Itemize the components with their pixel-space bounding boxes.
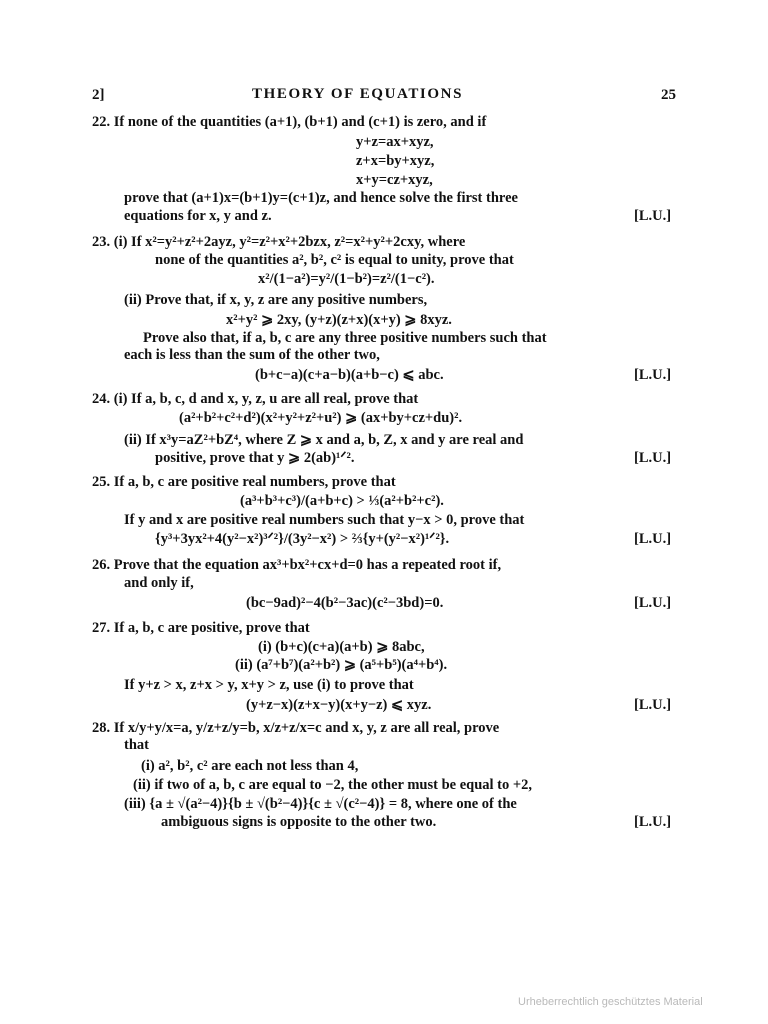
problem-27-equation-1: (i) (b+c)(c+a)(a+b) ⩾ 8abc, <box>258 639 425 655</box>
problem-23-part-ii: (ii) Prove that, if x, y, z are any positive numbers, <box>124 292 428 308</box>
problem-24-line-1: 24. (i) If a, b, c, d and x, y, z, u are all real, prove that <box>92 391 419 407</box>
problem-27-source: [L.U.] <box>634 697 672 713</box>
problem-28-source: [L.U.] <box>634 814 672 830</box>
problem-22-text-1: prove that (a+1)x=(b+1)y=(c+1)z, and hence solve the first three <box>124 190 518 206</box>
problem-23-also-1: Prove also that, if a, b, c are any three positive numbers such that <box>143 330 547 346</box>
copyright-watermark: Urheberrechtlich geschütztes Material <box>518 996 703 1008</box>
problem-23-equation-3: (b+c−a)(c+a−b)(a+b−c) ⩽ abc. <box>255 367 444 383</box>
page-title: THEORY OF EQUATIONS <box>252 86 464 102</box>
problem-28-part-ii: (ii) if two of a, b, c are equal to −2, the other must be equal to +2, <box>133 777 532 793</box>
problem-23-line-2: none of the quantities a², b², c² is equal to unity, prove that <box>155 252 514 268</box>
problem-22-text-2: equations for x, y and z. <box>124 208 272 224</box>
problem-27-equation-3: (y+z−x)(z+x−y)(x+y−z) ⩽ xyz. <box>246 697 432 713</box>
problem-28-part-i: (i) a², b², c² are each not less than 4, <box>141 758 359 774</box>
problem-26-line-1: 26. Prove that the equation ax³+bx²+cx+d=0 has a repeated root if, <box>92 557 502 573</box>
page-number: 25 <box>661 87 676 103</box>
problem-26-line-2: and only if, <box>124 575 194 591</box>
problem-25-equation-1: (a³+b³+c³)/(a+b+c) > ⅓(a²+b²+c²). <box>240 493 444 509</box>
problem-25-line-1: 25. If a, b, c are positive real numbers, prove that <box>92 474 396 490</box>
problem-22-equation-3: x+y=cz+xyz, <box>356 172 433 188</box>
problem-28-line-2: that <box>124 737 149 753</box>
problem-27-line-1: 27. If a, b, c are positive, prove that <box>92 620 310 636</box>
problem-23-line-1: 23. (i) If x²=y²+z²+2ayz, y²=z²+x²+2bzx, z²=x²+y²+2cxy, where <box>92 234 466 250</box>
problem-25-source: [L.U.] <box>634 531 672 547</box>
problem-25-equation-2: {y³+3yx²+4(y²−x²)³ᐟ²}/(3y²−x²) > ⅔{y+(y²−x²)¹ᐟ²}. <box>155 531 450 547</box>
problem-24-part-ii-1: (ii) If x³y=aZ²+bZ⁴, where Z ⩾ x and a, b, Z, x and y are real and <box>124 432 524 448</box>
problem-28-part-iii-1: (iii) {a ± √(a²−4)}{b ± √(b²−4)}{c ± √(c²−4)} = 8, where one of the <box>124 796 517 812</box>
problem-28-line-1: 28. If x/y+y/x=a, y/z+z/y=b, x/z+z/x=c and x, y, z are all real, prove <box>92 720 500 736</box>
problem-23-source: [L.U.] <box>634 367 672 383</box>
problem-24-source: [L.U.] <box>634 450 672 466</box>
problem-23-equation-2: x²+y² ⩾ 2xy, (y+z)(z+x)(x+y) ⩾ 8xyz. <box>226 312 452 328</box>
problem-22-intro: 22. If none of the quantities (a+1), (b+1) and (c+1) is zero, and if <box>92 114 487 130</box>
problem-24-part-ii-2: positive, prove that y ⩾ 2(ab)¹ᐟ². <box>155 450 355 466</box>
problem-25-line-2: If y and x are positive real numbers such that y−x > 0, prove that <box>124 512 525 528</box>
chapter-marker: 2] <box>92 87 105 103</box>
problem-22-equation-1: y+z=ax+xyz, <box>356 134 434 150</box>
problem-27-equation-2: (ii) (a⁷+b⁷)(a²+b²) ⩾ (a⁵+b⁵)(a⁴+b⁴). <box>235 657 448 673</box>
problem-22-equation-2: z+x=by+xyz, <box>356 153 435 169</box>
problem-26-equation: (bc−9ad)²−4(b²−3ac)(c²−3bd)=0. <box>246 595 444 611</box>
problem-23-equation-1: x²/(1−a²)=y²/(1−b²)=z²/(1−c²). <box>258 271 435 287</box>
problem-26-source: [L.U.] <box>634 595 672 611</box>
problem-27-line-2: If y+z > x, z+x > y, x+y > z, use (i) to prove that <box>124 677 414 693</box>
problem-24-equation-1: (a²+b²+c²+d²)(x²+y²+z²+u²) ⩾ (ax+by+cz+du)². <box>179 410 463 426</box>
problem-23-also-2: each is less than the sum of the other two, <box>124 347 380 363</box>
problem-22-source: [L.U.] <box>634 208 672 224</box>
problem-28-part-iii-2: ambiguous signs is opposite to the other two. <box>161 814 437 830</box>
